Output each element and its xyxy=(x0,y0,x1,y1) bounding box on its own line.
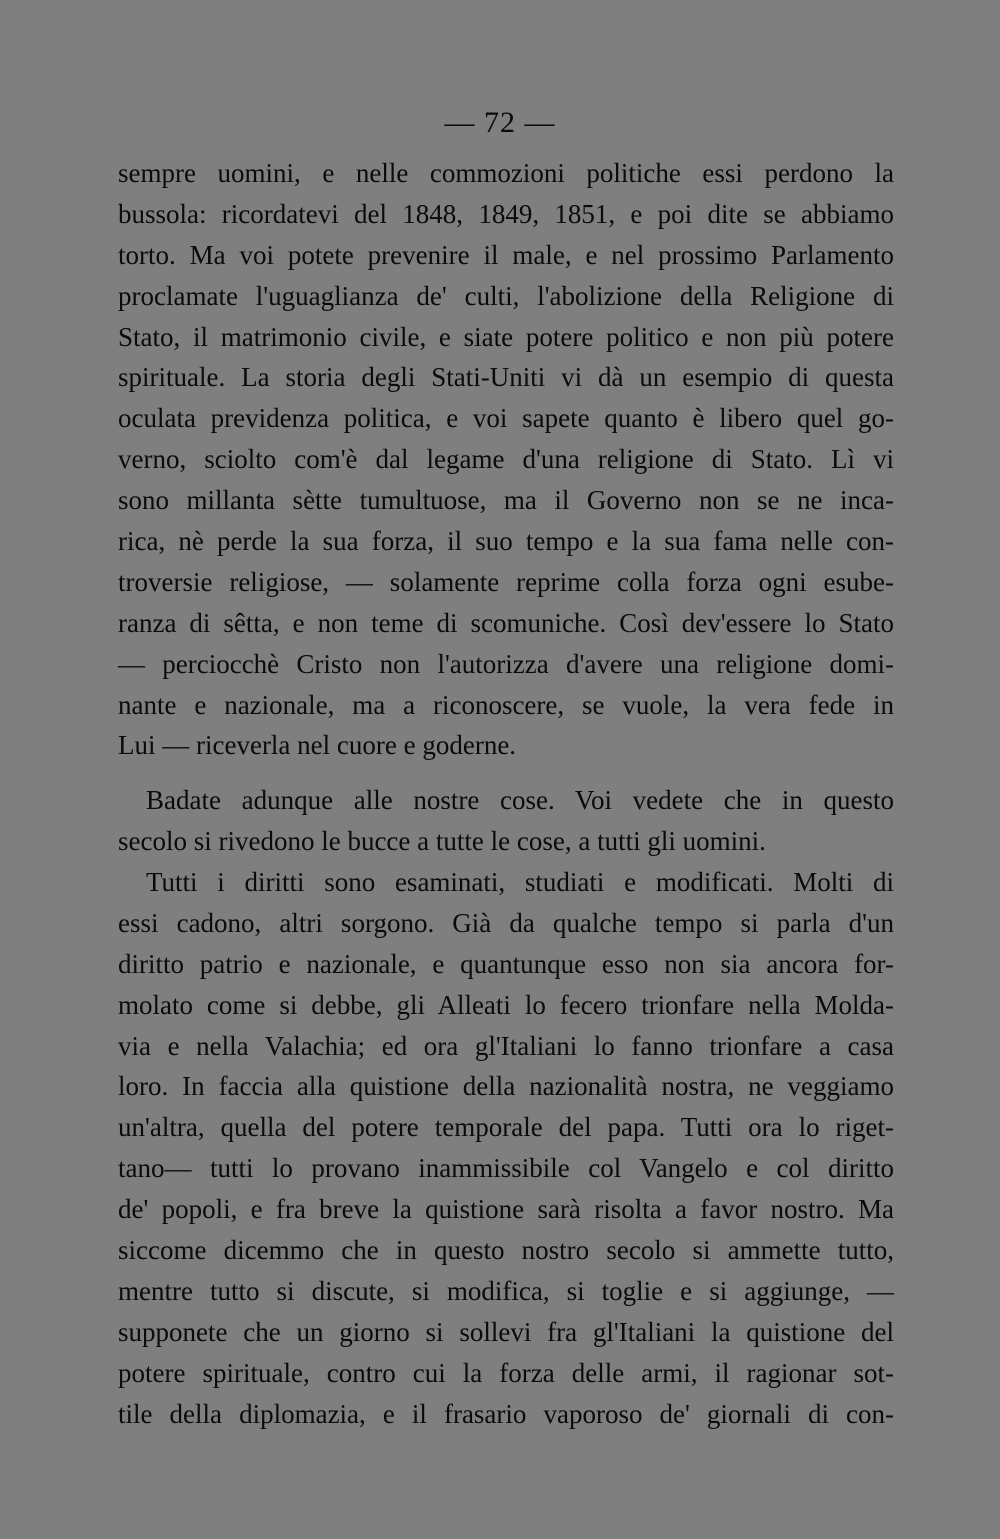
text-line: secolo si rivedono le bucce a tutte le cose, a tutti gli uomini. xyxy=(118,825,766,856)
text-line: troversie religiose, — solamente reprime colla forza ogni esube- xyxy=(118,566,894,597)
text-line: supponete che un giorno si sollevi fra gl'Italiani la quistione del xyxy=(118,1316,894,1347)
text-line: tile della diplomazia, e il frasario vaporoso de' giornali di con- xyxy=(118,1398,894,1429)
text-line: Lui — riceverla nel cuore e goderne. xyxy=(118,730,517,761)
text-line: oculata previdenza politica, e voi sapete quanto è libero quel go- xyxy=(118,403,894,434)
text-line: torto. Ma voi potete prevenire il male, e nel prossimo Parlamento xyxy=(118,239,894,270)
text-line: ranza di sêtta, e non teme di scomuniche. Così dev'essere lo Stato xyxy=(118,607,894,638)
page-number: — 72 — xyxy=(444,106,556,139)
text-line: Tutti i diritti sono esaminati, studiati e modificati. Molti di xyxy=(146,867,894,897)
paragraph-3 xyxy=(118,862,894,1434)
text-line: loro. In faccia alla quistione della nazionalità nostra, ne veggiamo xyxy=(118,1071,894,1102)
text-line: Stato, il matrimonio civile, e siate potere politico e non più potere xyxy=(118,321,894,352)
text-line: mentre tutto si discute, si modifica, si toglie e si aggiunge, — xyxy=(118,1275,894,1306)
text-line: sempre uomini, e nelle commozioni politiche essi perdono la xyxy=(118,158,894,188)
text-line: spirituale. La storia degli Stati-Uniti vi dà un esempio di questa xyxy=(118,362,894,393)
text-line: nante e nazionale, ma a riconoscere, se vuole, la vera fede in xyxy=(118,689,894,720)
text-line: diritto patrio e nazionale, e quantunque esso non sia ancora for- xyxy=(118,948,894,979)
text-line: essi cadono, altri sorgono. Già da qualche tempo si parla d'un xyxy=(118,907,894,938)
text-line: — perciocchè Cristo non l'autorizza d'avere una religione domi- xyxy=(118,648,894,679)
text-line: bussola: ricordatevi del 1848, 1849, 1851, e poi dite se abbiamo xyxy=(118,198,894,229)
text-line: de' popoli, e fra breve la quistione sarà risolta a favor nostro. Ma xyxy=(118,1194,894,1225)
text-line: molato come si debbe, gli Alleati lo fecero trionfare nella Molda- xyxy=(118,989,894,1020)
paragraph-2 xyxy=(118,780,894,862)
text-line: siccome dicemmo che in questo nostro secolo si ammette tutto, xyxy=(118,1235,894,1266)
text-line: via e nella Valachia; ed ora gl'Italiani lo fanno trionfare a casa xyxy=(118,1030,894,1061)
text-line: sono millanta sètte tumultuose, ma il Governo non se ne inca- xyxy=(118,485,894,516)
text-line: potere spirituale, contro cui la forza delle armi, il ragionar sot- xyxy=(118,1357,894,1388)
text-line: Badate adunque alle nostre cose. Voi vedete che in questo xyxy=(146,785,894,815)
text-line: un'altra, quella del potere temporale del papa. Tutti ora lo riget- xyxy=(118,1112,894,1143)
text-line: proclamate l'uguaglianza de' culti, l'abolizione della Religione di xyxy=(118,280,894,311)
paragraph-1 xyxy=(118,153,894,766)
text-line: tano— tutti lo provano inammissibile col Vangelo e col diritto xyxy=(118,1153,894,1184)
text-line: rica, nè perde la sua forza, il suo tempo e la sua fama nelle con- xyxy=(118,526,894,557)
text-line: verno, sciolto com'è dal legame d'una religione di Stato. Lì vi xyxy=(118,444,894,475)
